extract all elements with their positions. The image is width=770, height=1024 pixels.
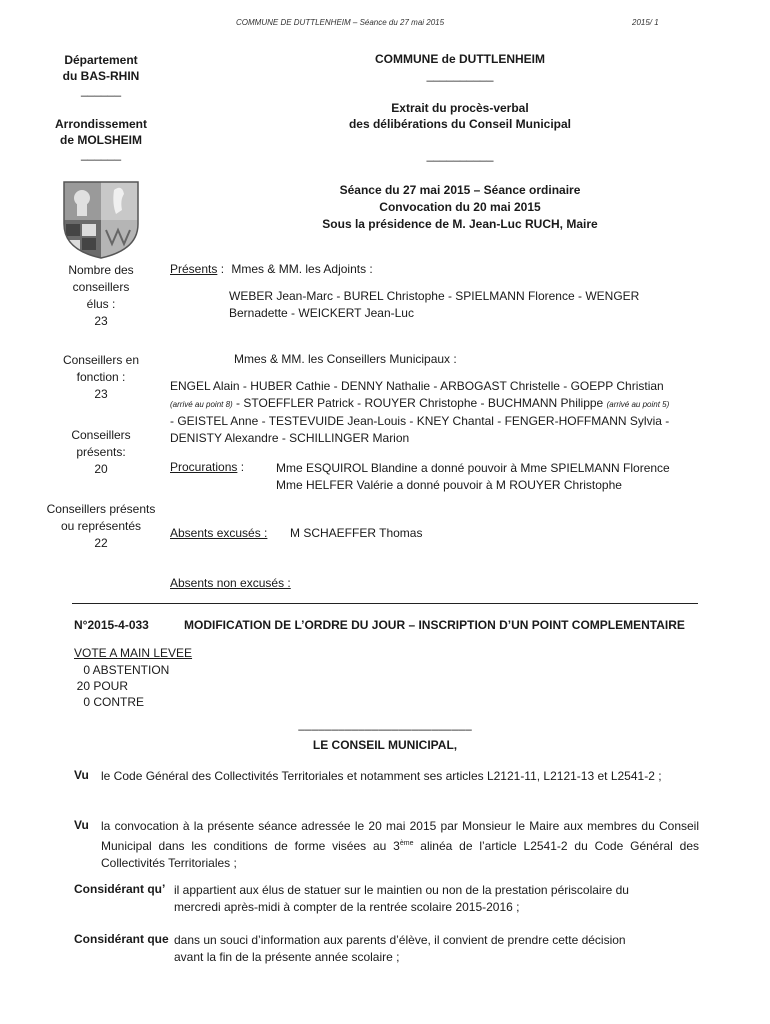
coat-of-arms-icon — [62, 180, 140, 260]
stat-value: 22 — [94, 536, 108, 550]
seance-block — [270, 182, 650, 233]
stat-label: élus : — [86, 297, 116, 311]
arrondissement-block — [42, 116, 160, 160]
separator: __________ — [426, 148, 494, 162]
conseillers-line: - GEISTEL Anne - TESTEVUIDE Jean-Louis - KNEY Chantal - FENGER-HOFFMANN Sylvia - — [170, 414, 670, 428]
procurations-list — [276, 460, 670, 494]
running-header: COMMUNE DE DUTTLENHEIM – Séance du 27 mai 2015 — [236, 18, 445, 27]
stat-value: 23 — [94, 314, 108, 328]
departement-line1: Département — [64, 53, 138, 67]
considerant-paragraph — [174, 932, 626, 966]
separator: ______ — [80, 83, 122, 97]
stat-label: fonction : — [76, 370, 126, 384]
considerant-line: il appartient aux élus de statuer sur le maintien ou non de la prestation périscolaire du — [174, 883, 629, 897]
stat-label: ou représentés — [60, 519, 142, 533]
text: alinéa de l’article L2541-2 du Code Général des Collectivités Territoriales ; — [101, 839, 699, 870]
arrival-note: (arrivé au point 5) — [606, 400, 670, 409]
commune-title: COMMUNE de DUTTLENHEIM — [375, 52, 545, 66]
superscript: ème — [399, 840, 414, 847]
absents-excuses-value: M SCHAEFFER Thomas — [290, 526, 423, 540]
vu-keyword: Vu — [74, 768, 89, 782]
considerant-keyword: Considérant qu’ — [74, 882, 166, 896]
extrait-block — [300, 100, 620, 132]
conseillers-list — [170, 378, 669, 447]
adjoints-line: Bernadette - WEICKERT Jean-Luc — [229, 306, 414, 320]
vote-count: 20 — [76, 679, 90, 693]
conseillers-line: ENGEL Alain - HUBER Cathie - DENNY Nathalie - ARBOGAST Christelle - GOEPP Christian — [170, 379, 664, 393]
considerant-line: dans un souci d’information aux parents d’élève, il convient de prendre cette décision — [174, 933, 626, 947]
dash-separator: –––––––––––––––––––––––––– — [298, 722, 472, 736]
presents-label: Présents — [170, 262, 218, 276]
vu-paragraph — [101, 818, 699, 872]
absents-non-excuses-label: Absents non excusés : — [170, 576, 291, 590]
procurations-label-line — [170, 460, 244, 474]
stat-label: présents: — [76, 445, 126, 459]
stat-label: Conseillers présents — [46, 502, 156, 516]
vote-row — [74, 694, 169, 710]
horizontal-rule — [72, 603, 698, 604]
vote-title: VOTE A MAIN LEVEE — [74, 646, 193, 660]
point-number: N°2015-4-033 — [74, 618, 149, 632]
names: - STOEFFLER Patrick - ROUYER Christophe - BUCHMANN Philippe — [232, 396, 607, 410]
page-number: 2015/ 1 — [632, 18, 659, 27]
stat-label: Nombre des — [68, 263, 134, 277]
adjoints-label: Mmes & MM. les Adjoints : — [231, 262, 373, 276]
vote-count: 0 — [83, 695, 90, 709]
stat-label: conseillers — [72, 280, 130, 294]
separator: ______ — [80, 147, 122, 161]
procurations-label: Procurations — [170, 460, 238, 474]
procuration-line: Mme HELFER Valérie a donné pouvoir à M ROUYER Christophe — [276, 478, 622, 492]
seance-date: Séance du 27 mai 2015 – Séance ordinaire — [339, 183, 581, 197]
absents-excuses-label: Absents excusés : — [170, 526, 268, 540]
stat-fonction — [42, 352, 160, 403]
point-title: MODIFICATION DE L’ORDRE DU JOUR – INSCRIPTION D’UN POINT COMPLEMENTAIRE — [184, 618, 685, 632]
arrondissement-line1: Arrondissement — [54, 117, 148, 131]
arrondissement-line2: de MOLSHEIM — [59, 133, 142, 147]
vote-label: POUR — [93, 679, 129, 693]
stat-value: 20 — [94, 462, 108, 476]
conseillers-line: DENISTY Alexandre - SCHILLINGER Marion — [170, 431, 410, 445]
extrait-line2: des délibérations du Conseil Municipal — [348, 117, 572, 131]
procuration-line: Mme ESQUIROL Blandine a donné pouvoir à Mme SPIELMANN Florence — [276, 461, 670, 475]
vu-keyword: Vu — [74, 818, 89, 832]
adjoints-line: WEBER Jean-Marc - BUREL Christophe - SPIELMANN Florence - WENGER — [229, 289, 640, 303]
stat-label: Conseillers en — [62, 353, 140, 367]
considerant-keyword: Considérant que — [74, 932, 169, 946]
considerant-line: avant la fin de la présente année scolaire ; — [174, 950, 400, 964]
departement-block — [42, 52, 160, 96]
conseil-heading: LE CONSEIL MUNICIPAL, — [312, 738, 458, 752]
separator: __________ — [426, 68, 494, 82]
departement-line2: du BAS-RHIN — [62, 69, 140, 83]
conseillers-label: Mmes & MM. les Conseillers Municipaux : — [234, 352, 457, 366]
stat-elus — [42, 262, 160, 330]
vote-label: CONTRE — [93, 695, 145, 709]
stat-value: 23 — [94, 387, 108, 401]
vote-count: 0 — [83, 663, 90, 677]
stat-representes — [30, 501, 172, 552]
colon: : — [217, 262, 225, 276]
presidence: Sous la présidence de M. Jean-Luc RUCH, Maire — [322, 217, 598, 231]
text: la convocation à la présente séance adressée le 20 mai 2015 par Monsieur le Maire aux membres du Conseil Municipal dans les conditions de forme visées au 3 — [101, 819, 699, 853]
conseillers-line — [170, 395, 669, 413]
adjoints-list — [229, 288, 639, 322]
vu-paragraph: le Code Général des Collectivités Territoriales et notamment ses articles L2121-11, L2121-13 et L2541-2 ; — [101, 769, 662, 783]
vote-label: ABSTENTION — [92, 663, 170, 677]
presents-line — [170, 262, 373, 276]
convocation-date: Convocation du 20 mai 2015 — [379, 200, 541, 214]
colon: : — [237, 460, 245, 474]
extrait-line1: Extrait du procès-verbal — [391, 101, 529, 115]
stat-presents — [42, 427, 160, 478]
vote-row — [74, 678, 169, 694]
stat-label: Conseillers — [71, 428, 131, 442]
vote-row — [74, 662, 169, 678]
vote-results — [74, 662, 169, 710]
considerant-line: mercredi après-midi à compter de la rentrée scolaire 2015-2016 ; — [174, 900, 520, 914]
considerant-paragraph — [174, 882, 629, 916]
arrival-note: (arrivé au point 8) — [170, 400, 233, 409]
